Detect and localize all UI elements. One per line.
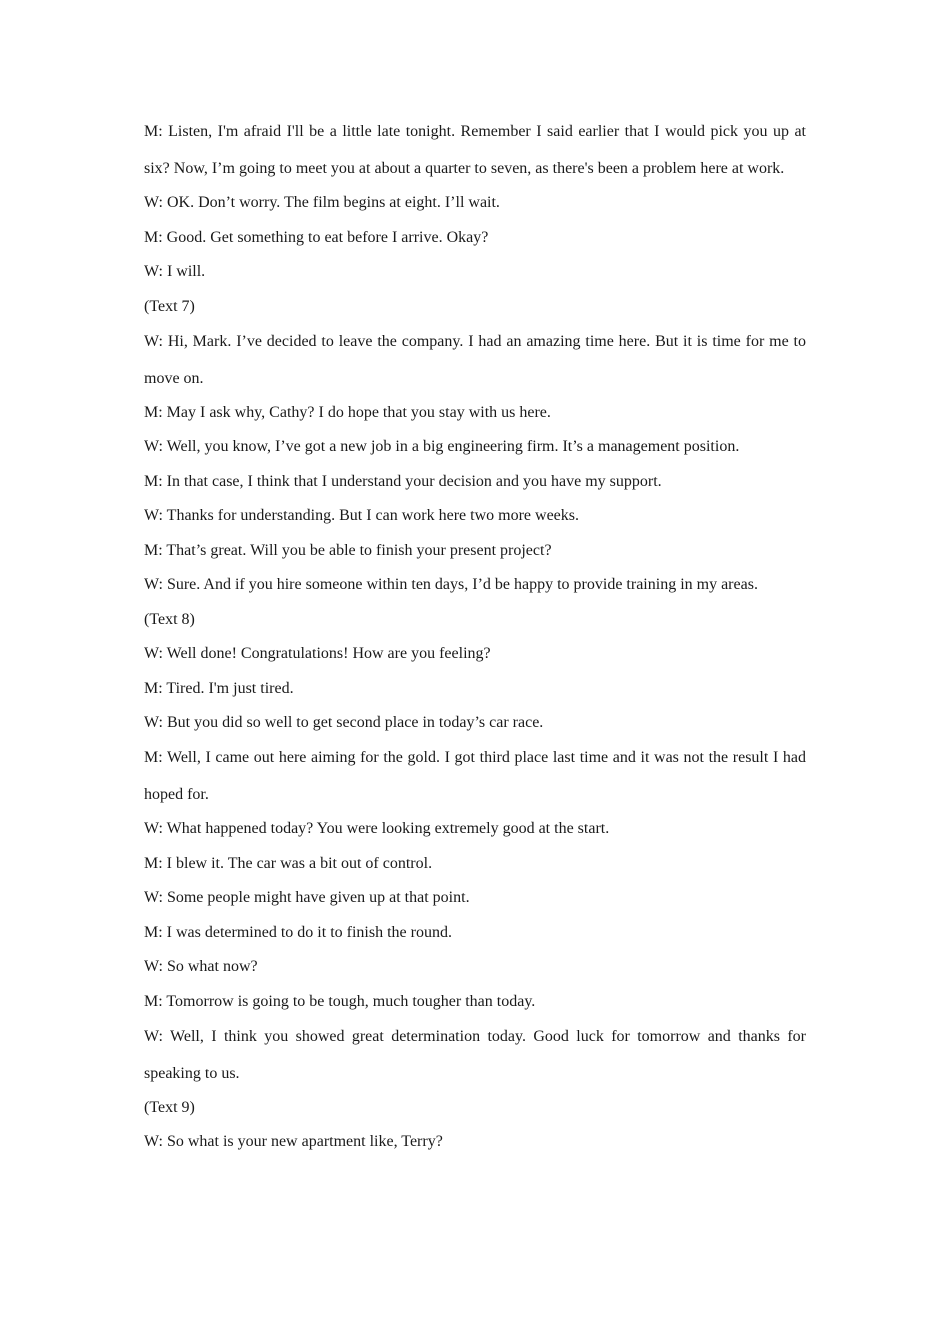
dialogue-line: W: Well done! Congratulations! How are you feeling? (144, 645, 491, 662)
section-heading: (Text 7) (144, 297, 195, 315)
dialogue-line: M: Tomorrow is going to be tough, much tougher than today. (144, 992, 536, 1010)
dialogue-line: M: I was determined to do it to finish the round. (144, 923, 452, 941)
dialogue-line: W: But you did so well to get second place in today’s car race. (144, 714, 544, 731)
dialogue-line: M: Well, I came out here aiming for the gold. I got third place last time and it was not the result I had hoped for. (144, 749, 806, 803)
dialogue-line: W: Well, I think you showed great determination today. Good luck for tomorrow and thanks for speaking to us. (144, 1027, 806, 1082)
dialogue-line: M: Listen, I'm afraid I'll be a little late tonight. Remember I said earlier that I would pick you up at six? Now, I’m going to meet you at about a quarter to seven, as there's been a problem here at work. (144, 123, 806, 177)
dialogue-line: M: Tired. I'm just tired. (144, 679, 294, 697)
section-heading: (Text 9) (144, 1098, 195, 1116)
dialogue-line: W: OK. Don’t worry. The film begins at eight. I’ll wait. (144, 194, 500, 211)
dialogue-line: W: I will. (144, 263, 206, 280)
dialogue-line: W: What happened today? You were looking extremely good at the start. (144, 820, 610, 837)
dialogue-line: M: May I ask why, Cathy? I do hope that you stay with us here. (144, 403, 551, 421)
dialogue-line: M: I blew it. The car was a bit out of control. (144, 854, 433, 872)
dialogue-line: M: In that case, I think that I understand your decision and you have my support. (144, 472, 662, 490)
section-heading: (Text 8) (144, 610, 195, 628)
dialogue-line: W: Well, you know, I’ve got a new job in a big engineering firm. It’s a management position. (144, 438, 740, 455)
dialogue-line: W: So what is your new apartment like, Terry? (144, 1133, 443, 1150)
dialogue-line: W: Hi, Mark. I’ve decided to leave the company. I had an amazing time here. But it is time for me to move on. (144, 332, 806, 387)
dialogue-line: M: Good. Get something to eat before I arrive. Okay? (144, 228, 489, 246)
document-page (144, 122, 806, 1168)
dialogue-line: W: Some people might have given up at that point. (144, 889, 470, 906)
dialogue-line: W: Thanks for understanding. But I can work here two more weeks. (144, 507, 579, 524)
dialogue-line: M: That’s great. Will you be able to finish your present project? (144, 541, 552, 559)
dialogue-line: W: So what now? (144, 958, 258, 975)
dialogue-line: W: Sure. And if you hire someone within ten days, I’d be happy to provide training in my areas. (144, 576, 758, 593)
